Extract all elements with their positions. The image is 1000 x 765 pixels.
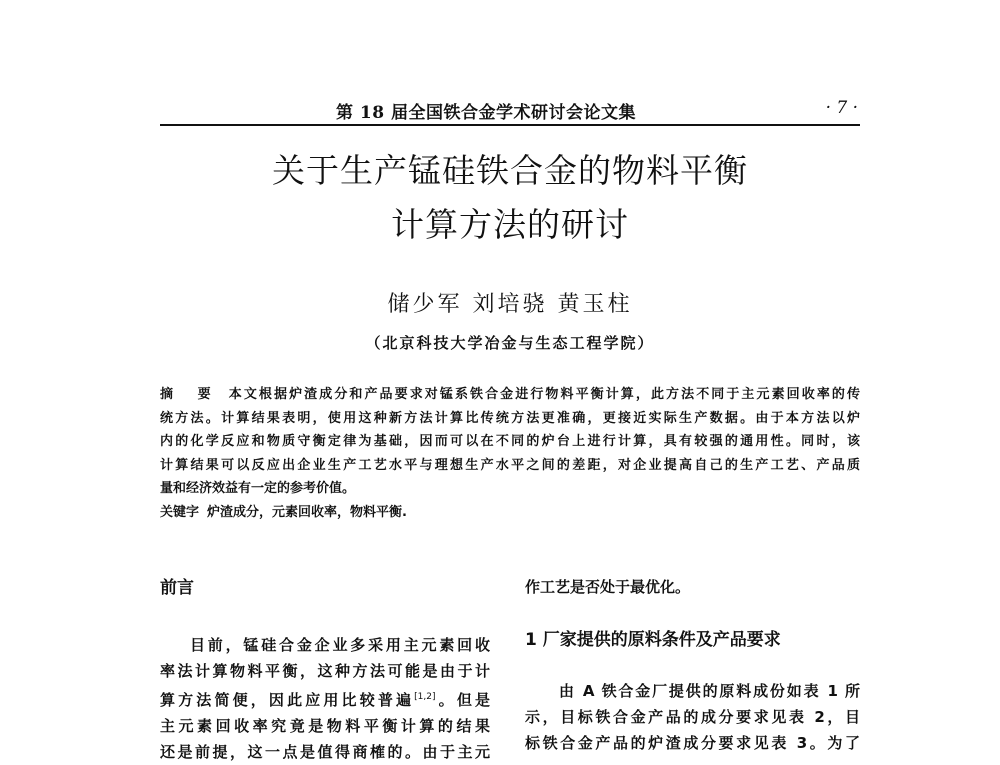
paragraph-line: 示，目标铁合金产品的成分要求见表 2，目 [525, 708, 860, 726]
paragraph-line: 标铁合金产品的炉渣成分要求见表 3。为了 [525, 734, 860, 752]
keywords-label: 关键字 [160, 504, 200, 520]
authors: 储少军 刘培骁 黄玉柱 [387, 292, 633, 317]
citation: [1,2] [414, 692, 436, 702]
paper-title-line-1: 关于生产锰硅铁合金的物料平衡 [272, 151, 748, 190]
section-heading-preface: 前言 [160, 578, 194, 598]
abstract-label: 摘 要 [160, 387, 221, 402]
section-heading-1: 1 厂家提供的原料条件及产品要求 [525, 630, 781, 650]
right-column [525, 570, 860, 756]
carry-over-paragraph [525, 574, 860, 600]
paragraph-line: 还是前提，这一点是值得商榷的。由于主元 [160, 743, 490, 761]
abstract-text: 本文根据炉渣成分和产品要求对锰系铁合金进行物料平衡计算，此方法不同于主元素回收率的传 [228, 387, 860, 402]
paragraph-line: 率法计算物料平衡，这种方法可能是由于计 [160, 662, 490, 680]
paper-title-line-2: 计算方法的研讨 [391, 205, 629, 244]
preface-paragraph [160, 632, 490, 765]
abstract-line: 计算结果可以反应出企业生产工艺水平与理想生产水平之间的差距，对企业提高自己的生产工艺、产品质 [160, 457, 860, 473]
abstract-line [160, 383, 860, 407]
keywords-text: 炉渣成分，元素回收率，物料平衡. [207, 504, 407, 520]
abstract-line: 内的化学反应和物质守衡定律为基础，因而可以在不同的炉台上进行计算，具有较强的通用性。同时，该 [160, 434, 860, 449]
left-column [160, 570, 490, 765]
paragraph-line: 由 A 铁合金厂提供的原料成份如表 1 所 [559, 682, 860, 700]
paragraph-line: 目前，锰硅合金企业多采用主元素回收 [190, 636, 490, 654]
section-1-paragraph [525, 678, 860, 756]
paragraph-text: 。但是 [435, 691, 490, 709]
page-number: · 7 · [825, 98, 858, 118]
running-header [160, 96, 860, 122]
abstract [160, 383, 860, 524]
header-rule [160, 124, 860, 126]
paragraph-line: 作工艺是否处于最优化。 [525, 578, 691, 596]
keywords-line [160, 501, 860, 525]
paragraph-text: 算方法简便，因此应用比较普遍 [160, 691, 415, 709]
affiliation: （北京科技大学冶金与生态工程学院） [365, 334, 655, 352]
running-header-title: 第 18 届全国铁合金学术研讨会论文集 [336, 103, 636, 123]
paragraph-line: 主元素回收率究竟是物料平衡计算的结果 [160, 717, 490, 735]
abstract-line: 统方法。计算结果表明，使用这种新方法计算比传统方法更准确，更接近实际生产数据。由于本方法以炉 [160, 410, 860, 426]
paragraph-line [160, 684, 490, 713]
abstract-line: 量和经济效益有一定的参考价值。 [160, 481, 356, 496]
